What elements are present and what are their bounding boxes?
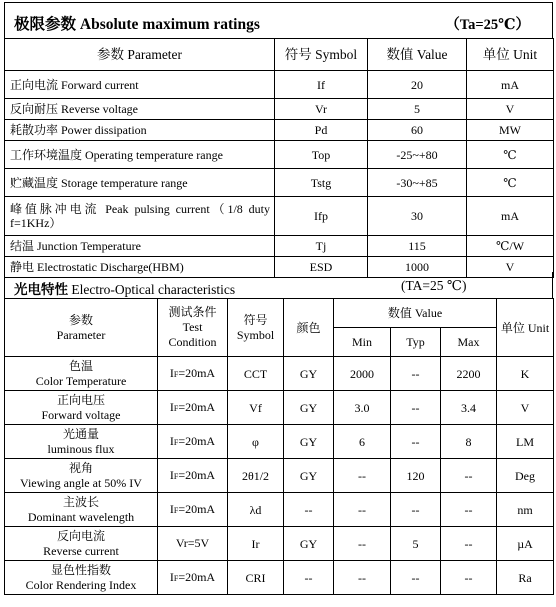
- abs-row: [5, 71, 554, 99]
- abs-unit: ℃/W: [467, 236, 554, 257]
- eo-header-parameter: [5, 299, 158, 357]
- eo-section-title: [14, 278, 235, 298]
- abs-symbol: Tstg: [275, 169, 368, 197]
- eo-unit: µA: [497, 527, 554, 561]
- abs-section-condition: （Ta=25℃）: [445, 17, 530, 33]
- abs-param: 正向电流 Forward current: [5, 71, 275, 99]
- abs-row: [5, 99, 554, 120]
- abs-row: [5, 169, 554, 197]
- eo-unit: nm: [497, 493, 554, 527]
- eo-max: --: [441, 459, 497, 493]
- abs-value: 30: [368, 197, 467, 236]
- abs-param: 贮藏温度 Storage temperature range: [5, 169, 275, 197]
- eo-header-symbol-en: Symbol: [236, 327, 275, 342]
- eo-min: 2000: [334, 357, 391, 391]
- eo-max: 3.4: [441, 391, 497, 425]
- eo-condition-main: I: [169, 569, 174, 584]
- abs-unit: mA: [467, 197, 554, 236]
- eo-symbol: 2θ1/2: [228, 459, 284, 493]
- abs-symbol: ESD: [275, 257, 368, 278]
- eo-condition-sub: F: [173, 505, 179, 515]
- eo-param-en: Viewing angle at 50% IV: [20, 475, 142, 490]
- eo-symbol: CCT: [228, 357, 284, 391]
- abs-unit: V: [467, 257, 554, 278]
- eo-header-min: Min: [334, 328, 391, 357]
- abs-value: -30~+85: [368, 169, 467, 197]
- eo-typ: --: [391, 425, 441, 459]
- eo-param-cn: 色温: [68, 358, 93, 373]
- eo-max: --: [441, 527, 497, 561]
- eo-min: --: [334, 493, 391, 527]
- eo-symbol: Ir: [228, 527, 284, 561]
- abs-value: -25~+80: [368, 141, 467, 169]
- eo-param-cn: 主波长: [62, 494, 99, 509]
- eo-symbol: CRI: [228, 561, 284, 595]
- eo-typ: --: [391, 357, 441, 391]
- eo-color: --: [284, 493, 334, 527]
- abs-header-unit: 单位 Unit: [467, 39, 554, 71]
- abs-unit: ℃: [467, 141, 554, 169]
- eo-unit: K: [497, 357, 554, 391]
- eo-min: 3.0: [334, 391, 391, 425]
- eo-condition-rest: =20mA: [178, 501, 216, 516]
- eo-condition-sub: F: [173, 573, 179, 583]
- eo-symbol: φ: [228, 425, 284, 459]
- eo-condition-main: I: [169, 501, 174, 516]
- eo-header-param-en: Parameter: [56, 327, 106, 342]
- eo-color: GY: [284, 459, 334, 493]
- eo-param-cn: 视角: [68, 460, 93, 475]
- eo-header-test-condition: [158, 299, 228, 357]
- eo-param: [5, 391, 158, 425]
- eo-param-cn: 光通量: [62, 426, 99, 441]
- eo-row: [5, 459, 554, 493]
- eo-unit: Deg: [497, 459, 554, 493]
- abs-param: 峰值脉冲电流 Peak pulsing current（1/8 duty f=1KHz）: [5, 197, 275, 236]
- eo-color: --: [284, 561, 334, 595]
- eo-header-test-en1: Test: [182, 320, 203, 334]
- eo-unit: Ra: [497, 561, 554, 595]
- eo-section-title-en: Electro-Optical characteristics: [68, 282, 236, 297]
- eo-row: [5, 527, 554, 561]
- eo-symbol: Vf: [228, 391, 284, 425]
- abs-param: 工作环境温度 Operating temperature range: [5, 141, 275, 169]
- abs-value: 1000: [368, 257, 467, 278]
- abs-section-title: 极限参数 Absolute maximum ratings: [14, 16, 260, 33]
- eo-param-en: Dominant wavelength: [27, 509, 135, 524]
- eo-condition-rest: =20mA: [178, 569, 216, 584]
- eo-row: [5, 425, 554, 459]
- eo-condition-sub: F: [173, 471, 179, 481]
- eo-max: --: [441, 493, 497, 527]
- eo-header-unit: 单位 Unit: [497, 299, 554, 357]
- abs-unit: mA: [467, 71, 554, 99]
- abs-row: [5, 120, 554, 141]
- eo-max: 2200: [441, 357, 497, 391]
- eo-header-row-1: [5, 299, 554, 328]
- eo-condition: [158, 561, 228, 595]
- abs-symbol: Top: [275, 141, 368, 169]
- eo-header-value: 数值 Value: [334, 299, 497, 328]
- eo-color: GY: [284, 425, 334, 459]
- eo-condition-main: Vr=5V: [175, 535, 210, 550]
- eo-condition: [158, 357, 228, 391]
- eo-param: [5, 459, 158, 493]
- abs-value: 60: [368, 120, 467, 141]
- eo-color: GY: [284, 527, 334, 561]
- eo-header-symbol: [228, 299, 284, 357]
- eo-condition: [158, 527, 228, 561]
- eo-row: [5, 493, 554, 527]
- eo-param-en: Forward voltage: [41, 407, 121, 422]
- abs-symbol: Ifp: [275, 197, 368, 236]
- eo-section-title-cn: 光电特性: [14, 282, 68, 297]
- eo-min: --: [334, 561, 391, 595]
- abs-row: [5, 236, 554, 257]
- eo-typ: --: [391, 561, 441, 595]
- eo-row: [5, 561, 554, 595]
- eo-condition-rest: =20mA: [178, 399, 216, 414]
- abs-param: 结温 Junction Temperature: [5, 236, 275, 257]
- eo-param-en: Color Temperature: [35, 373, 127, 388]
- eo-typ: --: [391, 391, 441, 425]
- eo-param: [5, 527, 158, 561]
- eo-param-en: Reverse current: [43, 543, 119, 558]
- eo-color: GY: [284, 357, 334, 391]
- eo-header-symbol-cn: 符号: [243, 312, 268, 327]
- eo-section-condition: (TA=25 ℃): [401, 278, 467, 293]
- eo-param: [5, 425, 158, 459]
- eo-typ: --: [391, 493, 441, 527]
- abs-symbol: If: [275, 71, 368, 99]
- eo-param: [5, 561, 158, 595]
- eo-condition-main: I: [169, 467, 174, 482]
- eo-condition-rest: =20mA: [178, 467, 216, 482]
- eo-max: 8: [441, 425, 497, 459]
- eo-condition: [158, 493, 228, 527]
- abs-param: 反向耐压 Reverse voltage: [5, 99, 275, 120]
- eo-condition-rest: =20mA: [178, 365, 216, 380]
- abs-section-header: [4, 2, 553, 39]
- abs-header-row: [5, 39, 554, 71]
- abs-value: 115: [368, 236, 467, 257]
- abs-header-value: 数值 Value: [368, 39, 467, 71]
- eo-header-color: 颜色: [284, 299, 334, 357]
- abs-header-symbol: 符号 Symbol: [275, 39, 368, 71]
- abs-unit: MW: [467, 120, 554, 141]
- abs-row: [5, 197, 554, 236]
- eo-param-cn: 显色性指数: [50, 562, 111, 577]
- abs-header-parameter: 参数 Parameter: [5, 39, 275, 71]
- eo-min: --: [334, 527, 391, 561]
- eo-condition-main: I: [169, 365, 174, 380]
- eo-condition-sub: F: [173, 369, 179, 379]
- eo-condition: [158, 459, 228, 493]
- eo-color: GY: [284, 391, 334, 425]
- eo-header-max: Max: [441, 328, 497, 357]
- eo-row: [5, 357, 554, 391]
- eo-min: --: [334, 459, 391, 493]
- abs-value: 5: [368, 99, 467, 120]
- eo-typ: 5: [391, 527, 441, 561]
- eo-condition: [158, 391, 228, 425]
- eo-param: [5, 493, 158, 527]
- eo-max: --: [441, 561, 497, 595]
- abs-param: 静电 Electrostatic Discharge(HBM): [5, 257, 275, 278]
- eo-condition-rest: =20mA: [178, 433, 216, 448]
- eo-param-en: Color Rendering Index: [25, 577, 137, 592]
- eo-unit: LM: [497, 425, 554, 459]
- eo-param: [5, 357, 158, 391]
- eo-header-param-cn: 参数: [68, 312, 93, 327]
- eo-condition-sub: F: [173, 437, 179, 447]
- abs-unit: V: [467, 99, 554, 120]
- eo-header-test-en2: Condition: [168, 335, 217, 349]
- eo-typ: 120: [391, 459, 441, 493]
- eo-header-typ: Typ: [391, 328, 441, 357]
- abs-symbol: Vr: [275, 99, 368, 120]
- abs-param: 耗散功率 Power dissipation: [5, 120, 275, 141]
- eo-header-test-cn: 测试条件: [168, 305, 217, 319]
- eo-condition-sub: F: [173, 403, 179, 413]
- eo-row: [5, 391, 554, 425]
- eo-characteristics-table: [4, 298, 554, 595]
- abs-row: [5, 141, 554, 169]
- abs-symbol: Tj: [275, 236, 368, 257]
- eo-param-cn: 正向电压: [56, 392, 105, 407]
- eo-param-cn: 反向电流: [56, 528, 105, 543]
- abs-unit: ℃: [467, 169, 554, 197]
- eo-min: 6: [334, 425, 391, 459]
- eo-condition-main: I: [169, 399, 174, 414]
- eo-condition-main: I: [169, 433, 174, 448]
- eo-param-en: luminous flux: [47, 441, 115, 456]
- abs-value: 20: [368, 71, 467, 99]
- abs-ratings-table: [4, 38, 554, 278]
- eo-symbol: λd: [228, 493, 284, 527]
- eo-condition: [158, 425, 228, 459]
- eo-section-header: [4, 272, 553, 298]
- abs-symbol: Pd: [275, 120, 368, 141]
- eo-unit: V: [497, 391, 554, 425]
